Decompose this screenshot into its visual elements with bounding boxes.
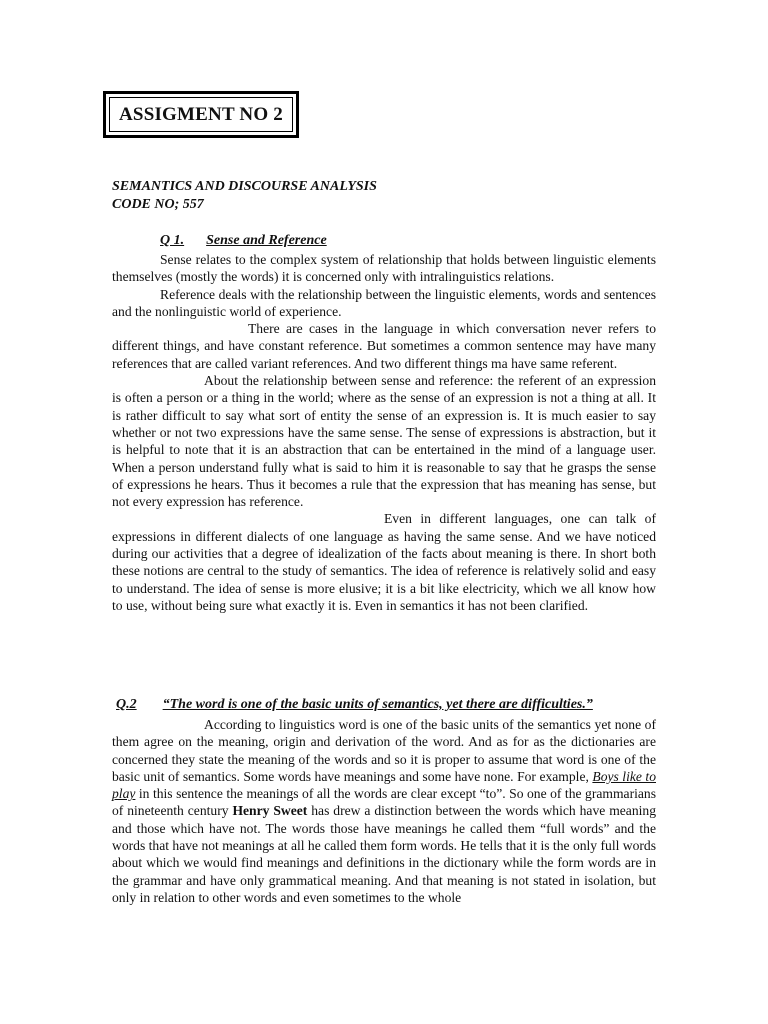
q2-text-a: According to linguistics word is one of the basic units of the semantics yet none of them agree on the meaning, origin and derivation of the word. And as for as the dictionaries are concerned they state the meaning of the words and so it is proper to assume that word is one of the basic unit of semantics. Some words have meanings and some have none. For example, xyxy=(112,717,656,784)
q2-text-b: in this sentence the meanings of all the words are clear except “to”. So one of the grammarians of nineteenth century xyxy=(112,786,656,819)
q2-example: Boys like to play xyxy=(112,768,656,802)
q2-text-c: has drew a distinction between the words which have meaning and those which have not. The words those have meanings he called them “full words” and the words that have not meanings at all he called them form words. He tells that it is the only full words about which we would find meanings and definitions in the dictionary while the form words are in the grammar and have only grammatical meaning. And that meaning is not stated in isolation, but only in relation to other words and even sometimes to the whole xyxy=(112,803,657,905)
q1-paragraph-4: About the relationship between sense and reference: the referent of an expression is often a person or a thing in the world; where as the sense of an expression is not a thing at all. It is rather difficult to say what sort of entity the sense of an expression is. It is much easier to say whether or not two expressions have the same sense. The sense of expressions is abstraction, but it is helpful to note that it is an abstraction that can be entertained in the mind of a language user. When a person understand fully what is said to him it is reasonable to say that he grasps the sense of expressions he hears. Thus it becomes a rule that the expression that has meaning has sense, but not every expression has reference. xyxy=(112,373,656,510)
title-box xyxy=(103,91,299,138)
q2-number: Q.2 xyxy=(116,697,137,712)
q1-title: Sense and Reference xyxy=(206,233,327,248)
q1-body xyxy=(112,251,656,614)
course-name: SEMANTICS AND DISCOURSE ANALYSIS xyxy=(112,179,377,194)
q2-name: Henry Sweet xyxy=(232,803,308,819)
q1-paragraph-5: Even in different languages, one can talk of expressions in different dialects of one language as having the same sense. And we have noticed during our activities that a degree of idealization of the facts about meaning is there. In short both these notions are central to the study of semantics. The idea of reference is relatively solid and easy to understand. The idea of sense is more elusive; it is a bit like electricity, which we all know how to use, without being sure what exactly it is. Even in semantics it has not been clarified. xyxy=(112,511,656,613)
q1-paragraph-2: Reference deals with the relationship between the linguistic elements, words and sentences and the nonlinguistic world of experience. xyxy=(112,286,656,319)
title-inner-frame xyxy=(109,97,293,132)
assignment-title: ASSIGMENT NO 2 xyxy=(119,103,283,125)
q2-paragraph-1 xyxy=(112,716,656,906)
q2-body xyxy=(112,716,656,906)
q1-number: Q 1. xyxy=(160,233,185,248)
q1-paragraph-3: There are cases in the language in which conversation never refers to different things, and have constant reference. But sometimes a common sentence may have many references that are called variant references. And two different things ma have same referent. xyxy=(112,321,656,371)
q1-paragraph-1: Sense relates to the complex system of relationship that holds between linguistic elements themselves (mostly the words) it is concerned only with intralinguistics relations. xyxy=(112,252,656,285)
q2-title: “The word is one of the basic units of semantics, yet there are difficulties.” xyxy=(162,697,593,712)
q2-heading xyxy=(116,697,593,713)
course-code: CODE NO; 557 xyxy=(112,197,204,212)
q1-heading xyxy=(160,233,327,249)
